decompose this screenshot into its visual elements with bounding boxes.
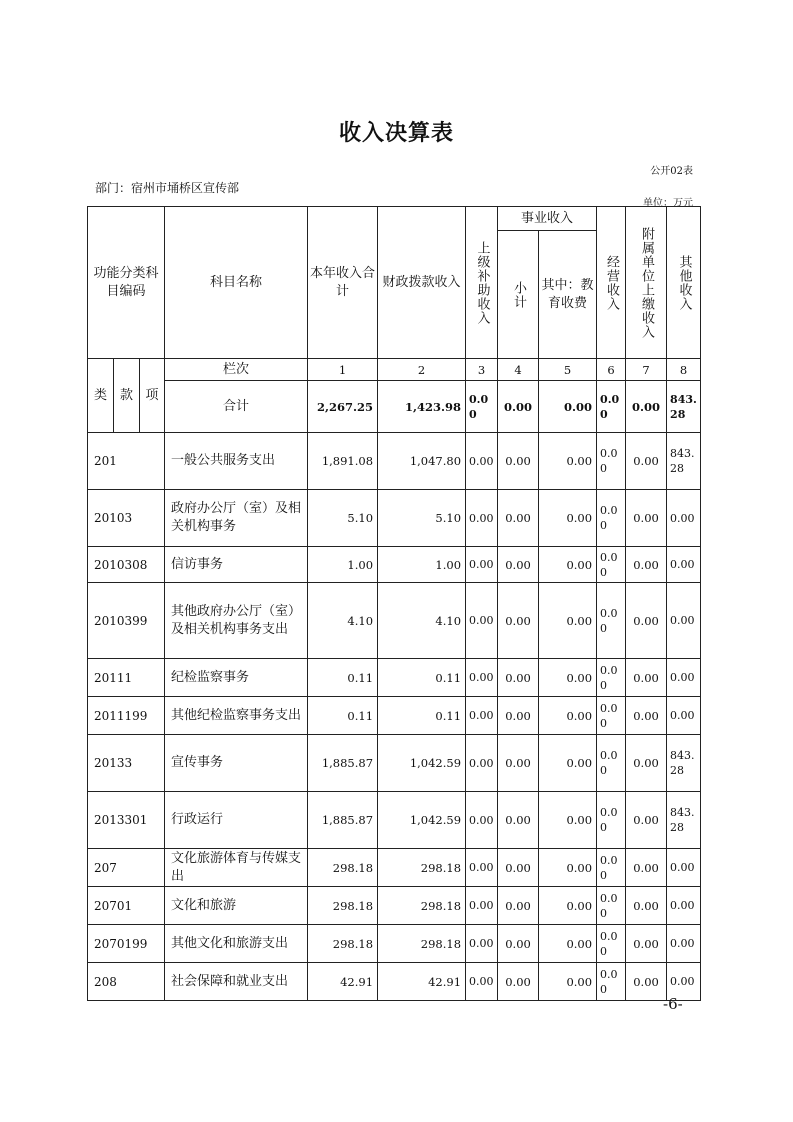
- row-value-cell: 0.00: [466, 792, 498, 849]
- row-value-cell: 1,042.59: [378, 735, 466, 792]
- header-business: 事业收入: [498, 207, 597, 231]
- header-superior: 上级补助收入: [474, 240, 490, 325]
- income-table: [87, 206, 701, 1001]
- page-number: -6-: [663, 995, 683, 1013]
- row-subject-name: 其他政府办公厅（室）及相关机构事务支出: [165, 583, 308, 659]
- row-subject-name: 行政运行: [165, 792, 308, 849]
- row-value-cell: 1,885.87: [308, 735, 378, 792]
- row-value-cell: 0.11: [378, 697, 466, 735]
- row-value-cell: 0.00: [626, 887, 667, 925]
- row-value-cell: 843.28: [667, 433, 701, 490]
- row-value-cell: 0.00: [498, 925, 539, 963]
- unit-label: 单位：万元: [643, 198, 693, 209]
- row-value-cell: 1,047.80: [378, 433, 466, 490]
- row-value-cell: 0.00: [626, 849, 667, 887]
- table-row: [88, 697, 701, 735]
- col-number: 5: [539, 359, 597, 381]
- row-value-cell: 0.00: [626, 697, 667, 735]
- row-value-cell: 0.00: [597, 697, 626, 735]
- total-cell: 1,423.98: [378, 381, 466, 433]
- header-row-lanci: [88, 359, 701, 381]
- table-row: [88, 583, 701, 659]
- header-subject-name: 科目名称: [165, 207, 308, 359]
- row-value-cell: 0.00: [539, 887, 597, 925]
- table-row: [88, 433, 701, 490]
- row-value-cell: 0.00: [466, 659, 498, 697]
- header-kuan: 款: [114, 359, 140, 433]
- col-number: 4: [498, 359, 539, 381]
- row-code: 20103: [88, 490, 165, 547]
- total-row: [88, 381, 701, 433]
- row-value-cell: 0.00: [539, 697, 597, 735]
- total-cell: 0.00: [626, 381, 667, 433]
- row-value-cell: 0.00: [597, 887, 626, 925]
- row-value-cell: 0.00: [667, 925, 701, 963]
- row-value-cell: 0.00: [597, 433, 626, 490]
- row-value-cell: 0.00: [667, 583, 701, 659]
- row-code: 20111: [88, 659, 165, 697]
- total-cell: 0.00: [498, 381, 539, 433]
- row-value-cell: 0.00: [597, 659, 626, 697]
- row-value-cell: 0.00: [597, 925, 626, 963]
- row-value-cell: 0.00: [626, 792, 667, 849]
- total-cell: 0.00: [597, 381, 626, 433]
- row-code: 20701: [88, 887, 165, 925]
- row-value-cell: 42.91: [308, 963, 378, 1001]
- row-value-cell: 0.00: [498, 490, 539, 547]
- col-number: 6: [597, 359, 626, 381]
- row-value-cell: 0.00: [597, 735, 626, 792]
- row-value-cell: 0.00: [626, 433, 667, 490]
- row-value-cell: 0.00: [626, 547, 667, 583]
- row-value-cell: 0.00: [498, 963, 539, 1001]
- row-subject-name: 其他文化和旅游支出: [165, 925, 308, 963]
- row-value-cell: 0.00: [597, 547, 626, 583]
- row-code: 2010308: [88, 547, 165, 583]
- col-number: 2: [378, 359, 466, 381]
- table-row: [88, 490, 701, 547]
- row-value-cell: 0.00: [498, 547, 539, 583]
- row-value-cell: 0.00: [498, 887, 539, 925]
- table-body: [88, 433, 701, 1001]
- table-row: [88, 925, 701, 963]
- header-affiliated: 附属单位上缴收入: [639, 226, 655, 339]
- header-row-1: [88, 207, 701, 231]
- row-value-cell: 0.00: [498, 735, 539, 792]
- row-value-cell: 0.00: [466, 490, 498, 547]
- row-subject-name: 文化和旅游: [165, 887, 308, 925]
- row-value-cell: 298.18: [378, 925, 466, 963]
- row-value-cell: 0.00: [626, 963, 667, 1001]
- row-code: 201: [88, 433, 165, 490]
- row-value-cell: 0.00: [667, 963, 701, 1001]
- col-number: 1: [308, 359, 378, 381]
- row-value-cell: 4.10: [308, 583, 378, 659]
- row-value-cell: 0.00: [539, 792, 597, 849]
- row-code: 207: [88, 849, 165, 887]
- row-value-cell: 0.00: [539, 735, 597, 792]
- table-row: [88, 659, 701, 697]
- row-value-cell: 0.11: [308, 659, 378, 697]
- row-value-cell: 0.00: [667, 659, 701, 697]
- row-value-cell: 298.18: [308, 849, 378, 887]
- row-value-cell: 5.10: [308, 490, 378, 547]
- header-lei: 类: [88, 359, 114, 433]
- col-number: 3: [466, 359, 498, 381]
- row-value-cell: 0.00: [626, 490, 667, 547]
- table-row: [88, 792, 701, 849]
- form-number: 公开02表: [650, 166, 693, 177]
- row-value-cell: 0.00: [626, 659, 667, 697]
- page-title: 收入决算表: [338, 121, 454, 146]
- row-value-cell: 843.28: [667, 792, 701, 849]
- row-value-cell: 0.00: [539, 490, 597, 547]
- row-value-cell: 4.10: [378, 583, 466, 659]
- row-value-cell: 0.00: [539, 547, 597, 583]
- total-cell: 843.28: [667, 381, 701, 433]
- row-value-cell: 0.00: [466, 735, 498, 792]
- row-value-cell: 0.00: [498, 792, 539, 849]
- row-code: 208: [88, 963, 165, 1001]
- row-value-cell: 0.00: [626, 925, 667, 963]
- row-value-cell: 0.00: [498, 659, 539, 697]
- header-operating: 经营收入: [604, 254, 620, 311]
- row-value-cell: 1,042.59: [378, 792, 466, 849]
- row-value-cell: 0.00: [626, 583, 667, 659]
- row-value-cell: 0.00: [498, 697, 539, 735]
- row-subject-name: 宣传事务: [165, 735, 308, 792]
- total-cell: 2,267.25: [308, 381, 378, 433]
- row-subject-name: 社会保障和就业支出: [165, 963, 308, 1001]
- row-value-cell: 298.18: [308, 925, 378, 963]
- row-value-cell: 1,885.87: [308, 792, 378, 849]
- row-value-cell: 0.00: [667, 849, 701, 887]
- row-value-cell: 0.00: [539, 583, 597, 659]
- header-lanci: 栏次: [165, 359, 308, 381]
- row-value-cell: 0.00: [667, 697, 701, 735]
- row-value-cell: 0.00: [597, 490, 626, 547]
- row-value-cell: 5.10: [378, 490, 466, 547]
- row-value-cell: 0.00: [667, 887, 701, 925]
- row-value-cell: 0.00: [539, 659, 597, 697]
- row-value-cell: 0.00: [498, 583, 539, 659]
- row-value-cell: 0.00: [539, 963, 597, 1001]
- row-value-cell: 0.00: [597, 963, 626, 1001]
- row-value-cell: 298.18: [378, 887, 466, 925]
- row-subject-name: 一般公共服务支出: [165, 433, 308, 490]
- table-row: [88, 547, 701, 583]
- row-value-cell: 298.18: [378, 849, 466, 887]
- row-value-cell: 1.00: [378, 547, 466, 583]
- row-value-cell: 0.00: [466, 697, 498, 735]
- header-fiscal: 财政拨款收入: [378, 207, 466, 359]
- table-row: [88, 963, 701, 1001]
- row-value-cell: 0.00: [466, 547, 498, 583]
- row-value-cell: 0.00: [667, 547, 701, 583]
- col-number: 8: [667, 359, 701, 381]
- row-value-cell: 0.00: [466, 433, 498, 490]
- row-value-cell: 1,891.08: [308, 433, 378, 490]
- table-row: [88, 849, 701, 887]
- row-value-cell: 0.00: [597, 583, 626, 659]
- row-code: 20133: [88, 735, 165, 792]
- header-other: 其他收入: [676, 254, 692, 311]
- row-value-cell: 0.00: [466, 887, 498, 925]
- row-value-cell: 0.00: [539, 925, 597, 963]
- row-value-cell: 1.00: [308, 547, 378, 583]
- row-subject-name: 信访事务: [165, 547, 308, 583]
- row-value-cell: 0.00: [539, 433, 597, 490]
- row-value-cell: 0.00: [498, 433, 539, 490]
- row-value-cell: 0.11: [308, 697, 378, 735]
- table-row: [88, 735, 701, 792]
- row-value-cell: 0.00: [498, 849, 539, 887]
- header-subtotal: 小计: [511, 280, 527, 309]
- row-code: 2010399: [88, 583, 165, 659]
- row-value-cell: 298.18: [308, 887, 378, 925]
- row-value-cell: 0.00: [466, 963, 498, 1001]
- row-value-cell: 0.00: [597, 792, 626, 849]
- header-education: 其中：教育收费: [539, 231, 597, 359]
- row-code: 2070199: [88, 925, 165, 963]
- row-subject-name: 文化旅游体育与传媒支出: [165, 849, 308, 887]
- col-number: 7: [626, 359, 667, 381]
- row-value-cell: 0.00: [466, 583, 498, 659]
- total-cell: 0.00: [466, 381, 498, 433]
- department-label: 部门：宿州市埇桥区宣传部: [95, 181, 240, 195]
- row-value-cell: 0.00: [626, 735, 667, 792]
- row-value-cell: 0.00: [466, 849, 498, 887]
- row-subject-name: 其他纪检监察事务支出: [165, 697, 308, 735]
- row-value-cell: 42.91: [378, 963, 466, 1001]
- row-value-cell: 0.11: [378, 659, 466, 697]
- row-subject-name: 政府办公厅（室）及相关机构事务: [165, 490, 308, 547]
- row-code: 2011199: [88, 697, 165, 735]
- row-value-cell: 0.00: [466, 925, 498, 963]
- header-func-code: 功能分类科目编码: [88, 207, 165, 359]
- header-xiang: 项: [140, 359, 165, 433]
- total-cell: 0.00: [539, 381, 597, 433]
- header-total-income: 本年收入合计: [308, 207, 378, 359]
- row-code: 2013301: [88, 792, 165, 849]
- row-value-cell: 0.00: [597, 849, 626, 887]
- row-value-cell: 0.00: [539, 849, 597, 887]
- row-value-cell: 0.00: [667, 490, 701, 547]
- total-label: 合计: [165, 381, 308, 433]
- table-row: [88, 887, 701, 925]
- row-subject-name: 纪检监察事务: [165, 659, 308, 697]
- row-value-cell: 843.28: [667, 735, 701, 792]
